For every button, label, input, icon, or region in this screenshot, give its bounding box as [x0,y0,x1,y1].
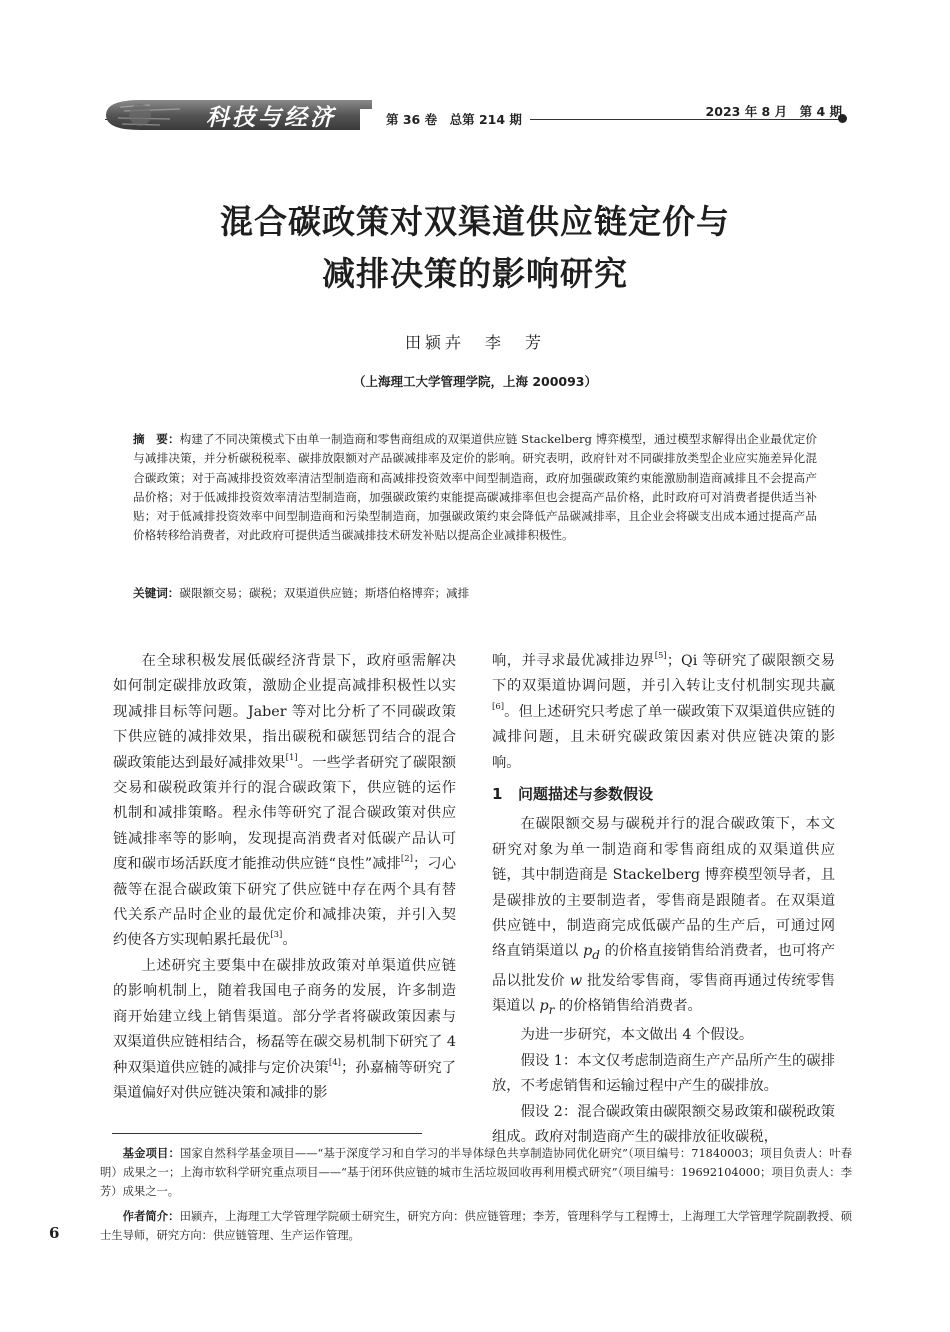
paragraph: 上述研究主要集中在碳排放政策对单渠道供应链的影响机制上，随着我国电子商务的发展，许多制造商开始建立线上销售渠道。部分学者将碳政策因素与双渠道供应链相结合，杨磊等在碳交易机制下研究了 4 种双渠道供应链的减排与定价决策[4]；孙嘉楠等研究了渠道偏好对供应链决策和减排的影 [113,957,457,1101]
journal-logo: 科技与经济 [206,104,336,131]
var-w: w [569,972,583,989]
var-p: p [583,943,593,960]
var-p: p [539,998,549,1015]
abstract [133,430,817,546]
date-issue: 2023 年 8 月 第 4 期 [705,104,842,119]
keywords-text: 碳限额交易；碳税；双渠道供应链；斯塔伯格博弈；减排 [179,586,470,600]
author-note: 作者简介：田颍卉，上海理工大学管理学院硕士研究生，研究方向：供应链管理；李芳，管理科学与工程博士，上海理工大学管理学院副教授、硕士生导师，研究方向：供应链管理、生产运作管理。 [100,1210,852,1242]
paragraph: 响，并寻求最优减排边界[5]；Qi 等研究了碳限额交易下的双渠道协调问题，并引入转让支付机制实现共赢[6]。但上述研究只考虑了单一碳政策下双渠道供应链的减排问题，且未研究碳政策因素对供应链决策的影响。 [492,651,835,771]
section-title: 问题描述与参数假设 [518,785,654,804]
paragraph: 假设 2：混合碳政策由碳限额交易政策和碳税政策组成。政府对制造商产生的碳排放征收碳税， [492,1103,835,1146]
title-line-2: 减排决策的影响研究 [322,254,628,293]
citation[interactable]: [4] [328,1057,341,1068]
paragraph: 假设 1：本文仅考虑制造商生产产品所产生的碳排放，不考虑销售和运输过程中产生的碳排放。 [492,1052,835,1095]
affiliation: （上海理工大学管理学院，上海 200093） [352,374,598,389]
citation[interactable]: [2] [400,854,413,865]
citation[interactable]: [1] [285,752,298,763]
citation[interactable]: [5] [654,651,667,661]
keywords-label: 关键词： [133,586,180,600]
abstract-label: 摘 要： [133,432,180,446]
citation[interactable]: [6] [492,701,505,712]
footnote-rule [112,1133,422,1134]
abstract-text: 构建了不同决策模式下由单一制造商和零售商组成的双渠道供应链 Stackelberg 博弈模型，通过模型求解得出企业最优定价与减排决策，并分析碳税税率、碳排放限额对产品碳减排率及定价的影响。研究表明，政府针对不同碳排放类型企业应实施差异化混合碳政策；对于高减排投资效率清洁型制造商和高减排投资效率中间型制造商，政府加强碳政策约束能激励制造商减排且不会提高产品价格；对于低减排投资效率清洁型制造商，加强碳政策约束能提高碳减排率但也会提高产品价格，此时政府可对消费者提供适当补贴；对于低减排投资效率中间型制造商和污染型制造商，加强碳政策约束会降低产品碳减排率，且企业会将碳支出成本通过提高产品价格转移给消费者，对此政府可提供适当碳减排技术研发补贴以提高企业减排积极性。 [133,432,817,543]
citation[interactable]: [3] [270,930,283,941]
paragraph: 为进一步研究，本文做出 4 个假设。 [520,1027,754,1044]
body-right-column [492,649,835,1150]
body-left-column [113,649,456,1106]
paper-title [0,196,950,300]
authors: 田颍卉 李 芳 [404,333,545,352]
footnotes [100,1144,852,1245]
paragraph: 在碳限额交易与碳税并行的混合碳政策下，本文研究对象为单一制造商和零售商组成的双渠道供应链，其中制造商是 Stackelberg 博弈模型领导者，且是碳排放的主要制造者，零售商是跟随者。在双渠道供应链中，制造商完成低碳产品的生产后，可通过网络直销渠道以 $p_d$ 的价格直接销售给消费者，也可将产品以批发价 w 批发给零售商，零售商再通过传统零售渠道以 $p_r$ 的价格销售给消费者。 [492,816,836,1017]
section-heading [492,782,835,807]
keywords [133,584,817,603]
title-line-1: 混合碳政策对双渠道供应链定价与 [220,202,730,241]
paragraph: 在全球积极发展低碳经济背景下，政府亟需解决如何制定碳排放政策，激励企业提高减排积极性以实现减排目标等问题。Jaber 等对比分析了不同碳政策下供应链的减排效果，指出碳税和碳惩罚结合的混合碳政策能达到最好减排效果[1]。一些学者研究了碳限额交易和碳税政策并行的混合碳政策下，供应链的运作机制和减排策略。程永伟等研究了混合碳政策对供应链减排率等的影响，发现提高消费者对低碳产品认可度和碳市场活跃度才能推动供应链“良性”减排[2]；刁心薇等在混合碳政策下研究了供应链中存在两个具有替代关系产品时企业的最优定价和减排决策，并引入契约使各方实现帕累托最优[3]。 [113,653,456,949]
page-number: 6 [49,1224,60,1242]
fund-note: 基金项目：国家自然科学基金项目——“基于深度学习和自学习的半导体绿色共享制造协同优化研究”（项目编号：71840003；项目负责人：叶春明）成果之一；上海市软科学研究重点项目——“基于闭环供应链的城市生活垃圾回收再利用模式研究”（项目编号：19692104000；项目负责人：李芳）成果之一。 [100,1147,852,1198]
section-number: 1 [492,785,503,804]
volume-issue: 第 36 卷 总第 214 期 [360,109,530,130]
